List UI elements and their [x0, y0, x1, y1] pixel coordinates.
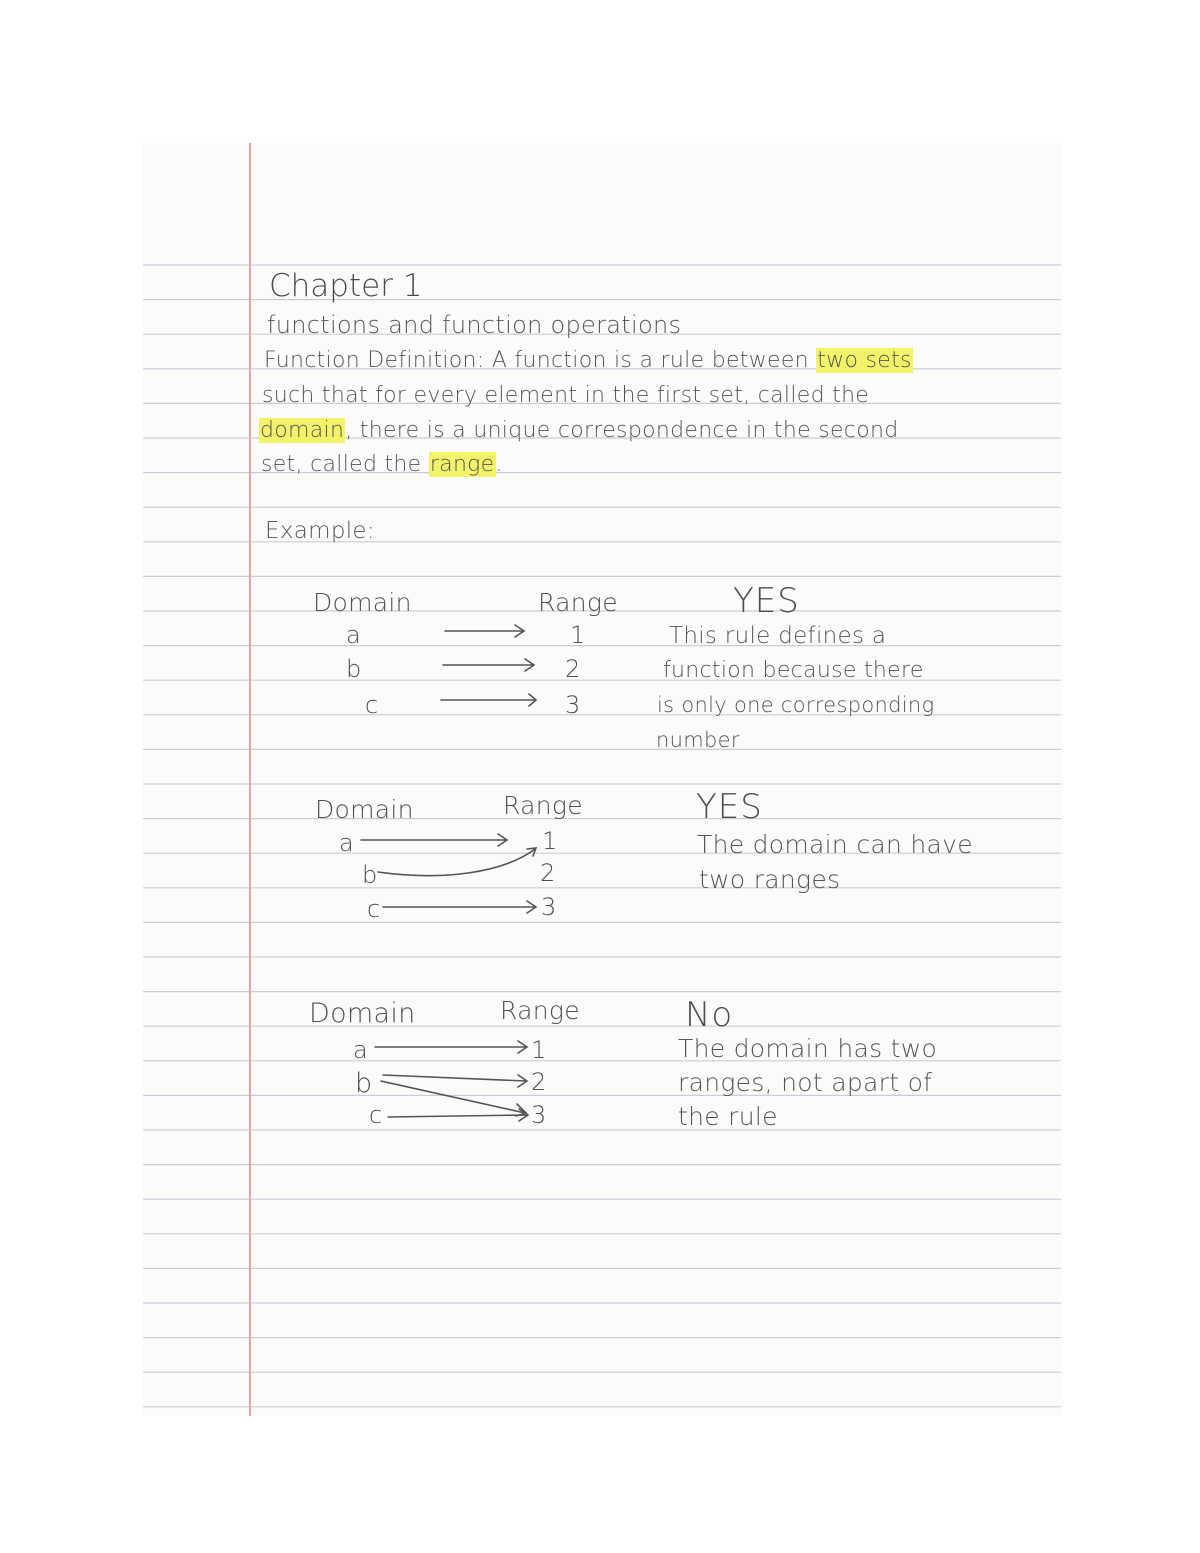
note-line: is only one corresponding: [657, 693, 935, 717]
range-label: Range: [500, 996, 580, 1025]
definition-text: , there is a unique correspondence in the second: [345, 418, 899, 443]
definition-lead: Function Definition:: [264, 348, 485, 373]
range-element: 2: [565, 655, 581, 683]
range-element: 3: [531, 1101, 547, 1129]
verdict: YES: [733, 581, 800, 621]
note-line: number: [656, 728, 740, 752]
range-element: 1: [531, 1036, 547, 1064]
verdict: No: [685, 995, 734, 1035]
example-label: Example:: [265, 518, 375, 544]
domain-label: Domain: [315, 795, 414, 824]
arrow-c-to-3: [388, 1109, 528, 1121]
domain-element: a: [346, 621, 362, 649]
mapping-arrows: [143, 143, 1061, 1416]
note-line: The domain can have: [697, 830, 973, 859]
definition-text: A function is a rule between: [491, 348, 809, 373]
definition-text: set, called the: [261, 452, 422, 477]
definition-text: .: [495, 452, 503, 477]
domain-label: Domain: [313, 588, 412, 617]
note-line: The domain has two: [678, 1034, 938, 1063]
range-label: Range: [538, 588, 618, 617]
range-element: 3: [541, 893, 557, 921]
notebook-page: [143, 143, 1061, 1416]
highlight-domain: domain: [260, 418, 345, 443]
definition-line-2: such that for every element in the first set, called the: [262, 383, 870, 408]
range-element: 3: [565, 691, 581, 719]
domain-element: c: [365, 691, 379, 719]
arrow-a-to-1: [375, 1041, 527, 1053]
domain-element: b: [346, 655, 362, 683]
domain-element: b: [362, 861, 378, 889]
verdict: YES: [696, 787, 763, 827]
arrow-b-to-2: [383, 1075, 527, 1087]
range-label: Range: [503, 791, 583, 820]
arrow-b-to-3: [381, 1081, 526, 1116]
subtitle: functions and function operations: [267, 311, 682, 339]
highlight-two-sets: two sets: [817, 348, 912, 373]
note-line: the rule: [678, 1102, 778, 1131]
domain-element: a: [339, 829, 355, 857]
domain-element: c: [369, 1101, 383, 1129]
highlight-range: range: [429, 452, 495, 477]
domain-element: c: [367, 895, 381, 923]
range-element: 1: [570, 621, 586, 649]
note-line: two ranges: [699, 865, 841, 894]
chapter-title: Chapter 1: [269, 268, 423, 304]
note-line: ranges, not apart of: [678, 1068, 933, 1097]
range-element: 2: [531, 1068, 547, 1096]
domain-element: a: [353, 1036, 369, 1064]
range-element: 2: [540, 859, 556, 887]
note-line: This rule defines a: [669, 623, 887, 649]
range-element: 1: [542, 827, 558, 855]
domain-element: b: [355, 1068, 373, 1099]
domain-label: Domain: [309, 998, 416, 1029]
note-line: function because there: [663, 658, 924, 683]
